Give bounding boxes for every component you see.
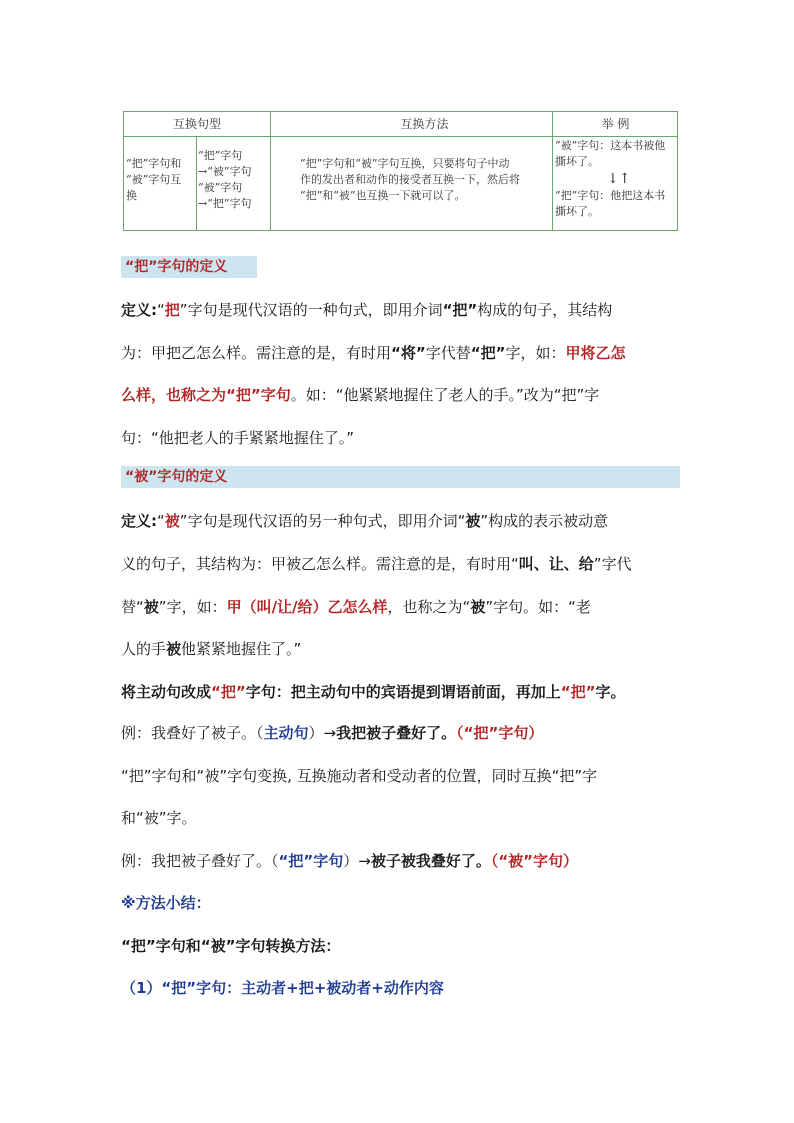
section-heading-bei: “被”字句的定义 <box>121 466 680 488</box>
ba-definition-line-4: 句：“他把老人的手紧紧地握住了。” <box>121 429 355 447</box>
bei-definition-line-4: 人的手被他紧紧地握住了。” <box>121 640 302 658</box>
table-col-divider <box>196 136 197 230</box>
rule-ba-bei-swap-line-2: 和“被”字。 <box>121 809 197 827</box>
ba-definition-line-3: 么样，也称之为“把”字句。如：“他紧紧地握住了老人的手。”改为“把”字 <box>121 386 600 404</box>
table-cell-direction: “把”字句 →“被”字句 “被”字句 →“把”字句 <box>198 149 252 210</box>
swap-arrows-icon: ↓↑ <box>607 171 631 187</box>
ba-definition-line-1: 定义:“把”字句是现代汉语的一种句式，即用介词“把”构成的句子，其结构 <box>121 301 613 319</box>
table-header-divider <box>124 136 677 137</box>
table-header-method: 互换方法 <box>400 117 449 131</box>
table-cell-example: “被”字句：这本书被他 撕坏了。 ↓↑ “把”字句：他把这本书 撕坏了。 <box>555 139 666 218</box>
summary-title: ※方法小结： <box>121 894 211 912</box>
summary-item-1: （1）“把”字句：主动者+把+被动者+动作内容 <box>121 979 444 997</box>
example-active-to-ba: 例：我叠好了被子。（主动句）→我把被子叠好了。（“把”字句） <box>121 724 544 742</box>
ba-definition-line-2: 为：甲把乙怎么样。需注意的是，有时用“将”字代替“把”字，如：甲将乙怎 <box>121 344 626 362</box>
section-heading-ba: “把”字句的定义 <box>121 256 680 278</box>
bei-definition-line-2: 义的句子，其结构为：甲被乙怎么样。需注意的是，有时用“叫、让、给”字代 <box>121 555 632 573</box>
table-header-type: 互换句型 <box>172 117 221 131</box>
rule-active-to-ba: 将主动句改成“把”字句：把主动句中的宾语提到谓语前面，再加上“把”字。 <box>121 683 626 701</box>
rule-ba-bei-swap-line-1: “把”字句和“被”字句变换, 互换施动者和受动者的位置，同时互换“把”字 <box>121 767 598 785</box>
example-ba-to-bei: 例：我把被子叠好了。（“把”字句）→被子被我叠好了。（“被”字句） <box>121 852 579 870</box>
table-col-divider <box>270 112 271 230</box>
table-col-divider <box>552 112 553 230</box>
conversion-table <box>123 111 678 231</box>
bei-definition-line-3: 替“被”字，如：甲（叫/让/给）乙怎么样，也称之为“被”字句。如：“老 <box>121 598 591 616</box>
table-header-example: 举 例 <box>601 117 630 131</box>
table-cell-type: “把”字句和 “被”字句互 换 <box>126 157 182 202</box>
bei-definition-line-1: 定义:“被”字句是现代汉语的另一种句式，即用介词“被”构成的表示被动意 <box>121 512 609 530</box>
table-cell-method: “把”字句和“被”字句互换，只要将句子中动 作的发出者和动作的接受者互换一下，然后将 “把”和“被”也互换一下就可以了。 <box>300 157 520 202</box>
summary-subtitle: “把”字句和“被”字句转换方法： <box>121 937 341 955</box>
